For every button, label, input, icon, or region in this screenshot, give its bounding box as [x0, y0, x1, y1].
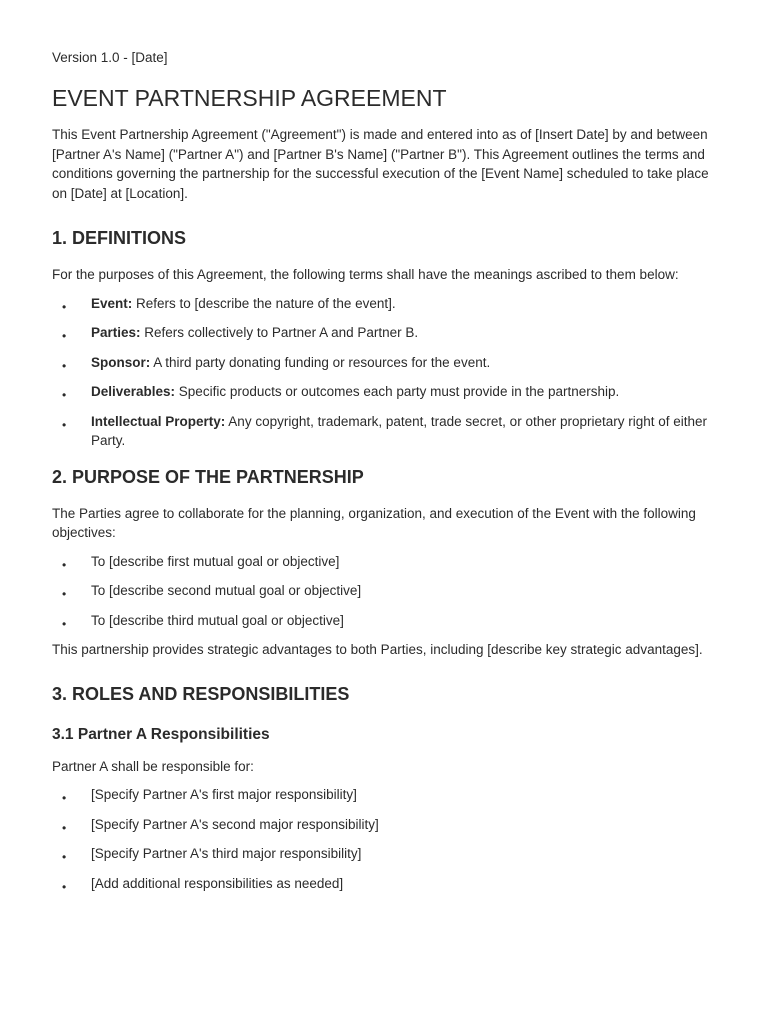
- responsibility-text: [Add additional responsibilities as needed]: [91, 875, 344, 891]
- bullet-icon: •: [62, 850, 67, 864]
- purpose-lead: The Parties agree to collaborate for the planning, organization, and execution of the Event with the following objectives:: [52, 505, 696, 540]
- list-item: [52, 844, 722, 864]
- objective-text: To [describe second mutual goal or objective]: [91, 583, 362, 598]
- document-page: [52, 48, 722, 903]
- list-item: [52, 581, 722, 601]
- bullet-icon: •: [62, 329, 67, 343]
- purpose-list: [52, 552, 722, 631]
- list-item: [52, 552, 722, 572]
- definition-term: Sponsor:: [91, 354, 151, 370]
- list-item: [52, 874, 722, 894]
- bullet-icon: •: [62, 299, 67, 314]
- definition-term: Intellectual Property:: [91, 413, 226, 429]
- definition-text: Specific products or outcomes each party must provide in the partnership.: [175, 384, 620, 399]
- definitions-list: [52, 294, 722, 451]
- bullet-icon: •: [62, 388, 67, 402]
- definition-text: Refers to [describe the nature of the event].: [132, 295, 396, 311]
- list-item: [52, 412, 722, 451]
- definition-text: A third party donating funding or resources for the event.: [150, 354, 491, 370]
- responsibility-text: [Specify Partner A's third major responsibility]: [91, 846, 362, 861]
- definitions-lead: For the purposes of this Agreement, the following terms shall have the meanings ascribed to them below:: [52, 267, 679, 282]
- list-item: [52, 353, 722, 373]
- list-item: [52, 611, 722, 631]
- bullet-icon: •: [62, 820, 67, 835]
- partner-a-lead: Partner A shall be responsible for:: [52, 758, 254, 774]
- bullet-icon: •: [62, 417, 67, 432]
- purpose-heading: 2. PURPOSE OF THE PARTNERSHIP: [52, 466, 364, 487]
- bullet-icon: •: [62, 879, 67, 894]
- bullet-icon: •: [62, 587, 67, 601]
- responsibility-text: [Specify Partner A's second major responsibility]: [91, 816, 379, 832]
- roles-heading: 3. ROLES AND RESPONSIBILITIES: [52, 683, 350, 704]
- list-item: [52, 323, 722, 343]
- definition-term: Event:: [91, 295, 133, 311]
- partner-a-subheading: 3.1 Partner A Responsibilities: [52, 725, 270, 743]
- purpose-closing: This partnership provides strategic advantages to both Parties, including [describe key strategic advantages].: [52, 642, 703, 657]
- document-title: EVENT PARTNERSHIP AGREEMENT: [52, 85, 447, 111]
- list-item: [52, 785, 722, 805]
- bullet-icon: •: [62, 557, 67, 572]
- definition-text: Refers collectively to Partner A and Partner B.: [140, 325, 419, 340]
- partner-a-list: [52, 785, 722, 893]
- definition-text: Any copyright, trademark, patent, trade secret, or other proprietary right of either Party.: [91, 413, 708, 448]
- version-line: Version 1.0 - [Date]: [52, 50, 168, 65]
- definitions-heading: 1. DEFINITIONS: [52, 228, 187, 248]
- bullet-icon: •: [62, 791, 67, 805]
- bullet-icon: •: [62, 616, 67, 631]
- definition-term: Deliverables:: [91, 384, 176, 399]
- objective-text: To [describe first mutual goal or objective]: [91, 553, 340, 569]
- bullet-icon: •: [62, 358, 67, 373]
- definition-term: Parties:: [91, 325, 141, 340]
- objective-text: To [describe third mutual goal or objective]: [91, 612, 344, 628]
- responsibility-text: [Specify Partner A's first major responsibility]: [91, 787, 357, 802]
- list-item: [52, 815, 722, 835]
- list-item: [52, 382, 722, 402]
- intro-paragraph: This Event Partnership Agreement ("Agreement") is made and entered into as of [Insert Date] by and between [Partner A's Name] ("Partner A") and [Partner B's Name] ("Partner B"). This Agreement outlines the terms and conditions governing the partnership for the successful execution of the [Event Name] scheduled to take place on [Date] at [Location].: [52, 127, 709, 201]
- list-item: [52, 294, 722, 314]
